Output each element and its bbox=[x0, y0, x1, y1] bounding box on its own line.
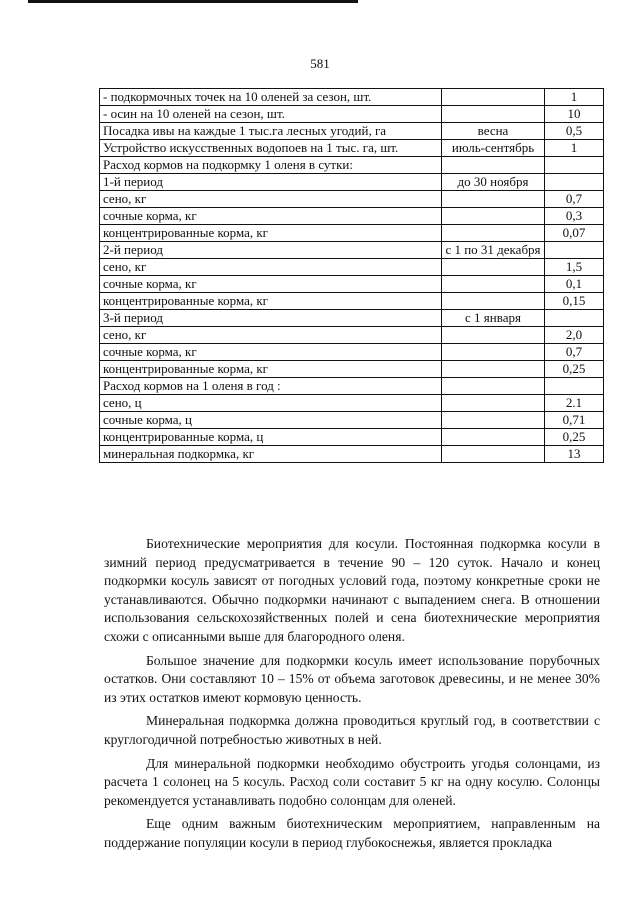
period-cell bbox=[442, 157, 545, 174]
table-row bbox=[100, 208, 604, 225]
period-cell bbox=[442, 191, 545, 208]
row-label: сочные корма, кг bbox=[100, 208, 442, 225]
value-cell: 10 bbox=[545, 106, 604, 123]
table-row bbox=[100, 446, 604, 463]
table-row bbox=[100, 157, 604, 174]
page-number: 581 bbox=[310, 56, 330, 71]
row-label: сочные корма, кг bbox=[100, 344, 442, 361]
period-cell: июль-сентябрь bbox=[442, 140, 545, 157]
value-cell: 0,5 bbox=[545, 123, 604, 140]
row-label: Расход кормов на подкормку 1 оленя в сутки: bbox=[100, 157, 442, 174]
value-cell: 2.1 bbox=[545, 395, 604, 412]
table-row bbox=[100, 106, 604, 123]
value-cell: 0,7 bbox=[545, 344, 604, 361]
top-rule bbox=[28, 0, 358, 3]
value-cell bbox=[545, 157, 604, 174]
paragraph: Для минеральной подкормки необходимо обустроить угодья солонцами, из расчета 1 солонец на 5 косуль. Расход соли составит 5 кг на одну косулю. Солонцы рекомендуется устанавливать подобно солонцам для оленей. bbox=[104, 755, 600, 808]
period-cell bbox=[442, 225, 545, 242]
period-cell bbox=[442, 412, 545, 429]
body-text bbox=[104, 535, 600, 858]
row-label: сено, ц bbox=[100, 395, 442, 412]
value-cell: 0,3 bbox=[545, 208, 604, 225]
value-cell: 0,15 bbox=[545, 293, 604, 310]
row-label: Устройство искусственных водопоев на 1 тыс. га, шт. bbox=[100, 140, 442, 157]
paragraph: Большое значение для подкормки косуль имеет использование порубочных остатков. Они составляют 10 – 15% от объема заготовок древесины, и не менее 30% из этих остатков имеют кормовую ценность. bbox=[104, 652, 600, 705]
table-row bbox=[100, 293, 604, 310]
table-row bbox=[100, 225, 604, 242]
period-cell bbox=[442, 361, 545, 378]
row-label: концентрированные корма, кг bbox=[100, 225, 442, 242]
row-label: 3-й период bbox=[100, 310, 442, 327]
period-cell bbox=[442, 327, 545, 344]
table-row bbox=[100, 310, 604, 327]
period-cell bbox=[442, 429, 545, 446]
value-cell: 0,71 bbox=[545, 412, 604, 429]
period-cell bbox=[442, 378, 545, 395]
table-row bbox=[100, 140, 604, 157]
row-label: сено, кг bbox=[100, 259, 442, 276]
table-row bbox=[100, 344, 604, 361]
value-cell: 1 bbox=[545, 89, 604, 106]
period-cell bbox=[442, 395, 545, 412]
row-label: 2-й период bbox=[100, 242, 442, 259]
table-row bbox=[100, 123, 604, 140]
period-cell bbox=[442, 446, 545, 463]
table-row bbox=[100, 429, 604, 446]
period-cell: с 1 по 31 декабря bbox=[442, 242, 545, 259]
table-row bbox=[100, 276, 604, 293]
row-label: сено, кг bbox=[100, 327, 442, 344]
table-row bbox=[100, 361, 604, 378]
period-cell bbox=[442, 344, 545, 361]
table-row bbox=[100, 89, 604, 106]
value-cell: 0,07 bbox=[545, 225, 604, 242]
period-cell bbox=[442, 208, 545, 225]
period-cell bbox=[442, 293, 545, 310]
value-cell bbox=[545, 378, 604, 395]
value-cell bbox=[545, 242, 604, 259]
row-label: сочные корма, кг bbox=[100, 276, 442, 293]
value-cell: 0,1 bbox=[545, 276, 604, 293]
table-row bbox=[100, 259, 604, 276]
period-cell: с 1 января bbox=[442, 310, 545, 327]
value-cell: 1 bbox=[545, 140, 604, 157]
value-cell: 13 bbox=[545, 446, 604, 463]
row-label: концентрированные корма, кг bbox=[100, 293, 442, 310]
row-label: сено, кг bbox=[100, 191, 442, 208]
table-row bbox=[100, 412, 604, 429]
row-label: 1-й период bbox=[100, 174, 442, 191]
row-label: - подкормочных точек на 10 оленей за сезон, шт. bbox=[100, 89, 442, 106]
row-label: сочные корма, ц bbox=[100, 412, 442, 429]
value-cell: 2,0 bbox=[545, 327, 604, 344]
period-cell: весна bbox=[442, 123, 545, 140]
row-label: Посадка ивы на каждые 1 тыс.га лесных угодий, га bbox=[100, 123, 442, 140]
table-row bbox=[100, 242, 604, 259]
period-cell bbox=[442, 106, 545, 123]
row-label: концентрированные корма, ц bbox=[100, 429, 442, 446]
table-row bbox=[100, 174, 604, 191]
paragraph: Минеральная подкормка должна проводиться круглый год, в соответствии с круглогодичной потребностью животных в ней. bbox=[104, 713, 600, 747]
value-cell: 0,25 bbox=[545, 429, 604, 446]
row-label: концентрированные корма, кг bbox=[100, 361, 442, 378]
table-row bbox=[100, 378, 604, 395]
value-cell bbox=[545, 174, 604, 191]
table-row bbox=[100, 395, 604, 412]
period-cell bbox=[442, 259, 545, 276]
paragraph: Биотехнические мероприятия для косули. Постоянная подкормка косули в зимний период предусматривается в течение 90 – 120 суток. Начало и конец подкормки косуль зависят от погодных условий года, поэтому конкретные сроки не устанавливаются. Обычно подкормки начинают с выпадением снега. В отношении использования сельскохозяйственных полей и сена биотехнические мероприятия схожи с описанными выше для благородного оленя. bbox=[104, 536, 600, 644]
period-cell bbox=[442, 89, 545, 106]
value-cell: 1,5 bbox=[545, 259, 604, 276]
row-label: Расход кормов на 1 оленя в год : bbox=[100, 378, 442, 395]
row-label: минеральная подкормка, кг bbox=[100, 446, 442, 463]
feeding-table bbox=[99, 88, 604, 463]
table-row bbox=[100, 327, 604, 344]
value-cell: 0,7 bbox=[545, 191, 604, 208]
row-label: - осин на 10 оленей на сезон, шт. bbox=[100, 106, 442, 123]
period-cell bbox=[442, 276, 545, 293]
value-cell bbox=[545, 310, 604, 327]
period-cell: до 30 ноября bbox=[442, 174, 545, 191]
value-cell: 0,25 bbox=[545, 361, 604, 378]
paragraph: Еще одним важным биотехническим мероприятием, направленным на поддержание популяции косули в период глубокоснежья, является прокладка bbox=[104, 816, 600, 850]
table-row bbox=[100, 191, 604, 208]
